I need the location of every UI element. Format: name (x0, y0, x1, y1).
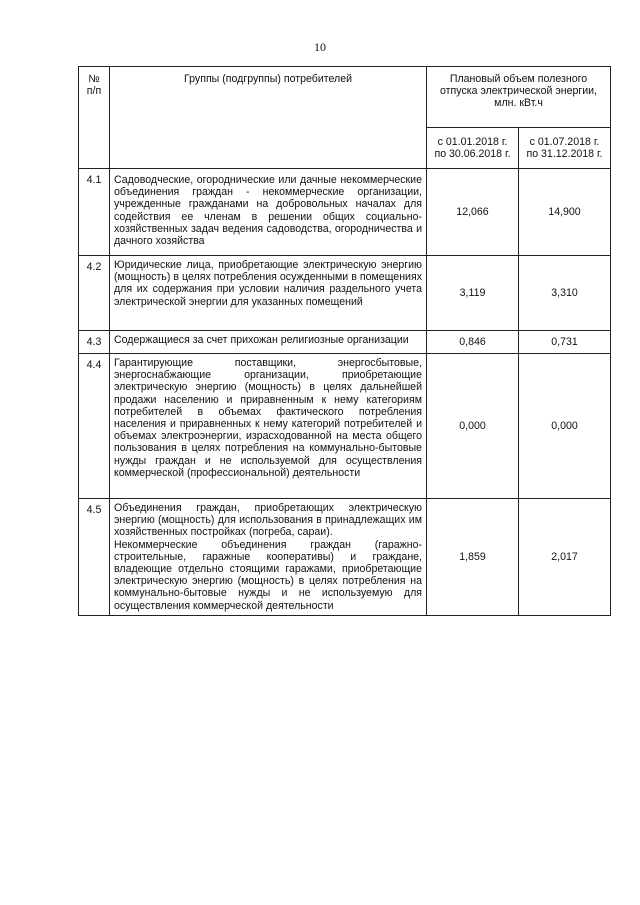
header-num: № п/п (79, 67, 110, 169)
table-row (79, 499, 611, 616)
page-number: 10 (314, 40, 326, 54)
table-row (79, 169, 611, 256)
row-description: Гарантирующие поставщики, энергосбытовые, энергоснабжающие организации, приобретающие электрическую энергию (мощность) в целях дальнейшей продажи населению и приравненным к нему категориям потребителей в объемах фактического потребления населения и приравненных к нему категорий потребителей и объемах электроэнергии, израсходованной на места общего пользования в целях потребления на коммунально-бытовые нужды граждан и не используемой для осуществления коммерческой (профессиональной) деятельности (110, 354, 427, 499)
consumption-table (78, 66, 611, 616)
table-row (79, 256, 611, 331)
row-value-period-2: 0,731 (519, 331, 611, 354)
header-volume: Плановый объем полезного отпуска электрической энергии, млн. кВт.ч (427, 67, 611, 128)
row-value-period-1: 1,859 (427, 499, 519, 616)
header-period-2: с 01.07.2018 г. по 31.12.2018 г. (519, 128, 611, 169)
header-groups: Группы (подгруппы) потребителей (110, 67, 427, 169)
table-header-row (79, 67, 611, 128)
row-value-period-2: 2,017 (519, 499, 611, 616)
row-value-period-1: 0,000 (427, 354, 519, 499)
row-description-cell (110, 499, 427, 616)
row-value-period-2: 3,310 (519, 256, 611, 331)
row-description-continued: Некоммерческие объединения граждан (гаражно-строительные, гаражные кооперативы) и граждане, владеющие отдельно стоящими гаражами, приобретающие электрическую энергию (мощность) в целях потребления на коммунально-бытовые нужды и не используемую для осуществления коммерческой деятельности (114, 538, 422, 612)
row-number: 4.2 (79, 256, 110, 331)
table-row (79, 331, 611, 354)
row-value-period-1: 3,119 (427, 256, 519, 331)
row-description: Садоводческие, огороднические или дачные некоммерческие объединения граждан - некоммерческие организации, учрежденные гражданами на добровольных началах для содействия ее членам в решении общих социально-хозяйственных задач ведения садоводства, огородничества и дачного хозяйства (110, 169, 427, 256)
row-value-period-2: 14,900 (519, 169, 611, 256)
header-period-1: с 01.01.2018 г. по 30.06.2018 г. (427, 128, 519, 169)
row-number: 4.5 (79, 499, 110, 616)
row-value-period-1: 12,066 (427, 169, 519, 256)
row-description: Объединения граждан, приобретающих электрическую энергию (мощность) для использования в принадлежащих им хозяйственных постройках (погреба, сараи). (114, 502, 422, 539)
row-description: Содержащиеся за счет прихожан религиозные организации (110, 331, 427, 354)
row-description: Юридические лица, приобретающие электрическую энергию (мощность) в целях потребления осужденными в помещениях для их содержания при условии наличия раздельного учета электрической энергии для указанных помещений (110, 256, 427, 331)
row-value-period-1: 0,846 (427, 331, 519, 354)
row-number: 4.4 (79, 354, 110, 499)
row-number: 4.1 (79, 169, 110, 256)
table-row (79, 354, 611, 499)
row-value-period-2: 0,000 (519, 354, 611, 499)
row-number: 4.3 (79, 331, 110, 354)
